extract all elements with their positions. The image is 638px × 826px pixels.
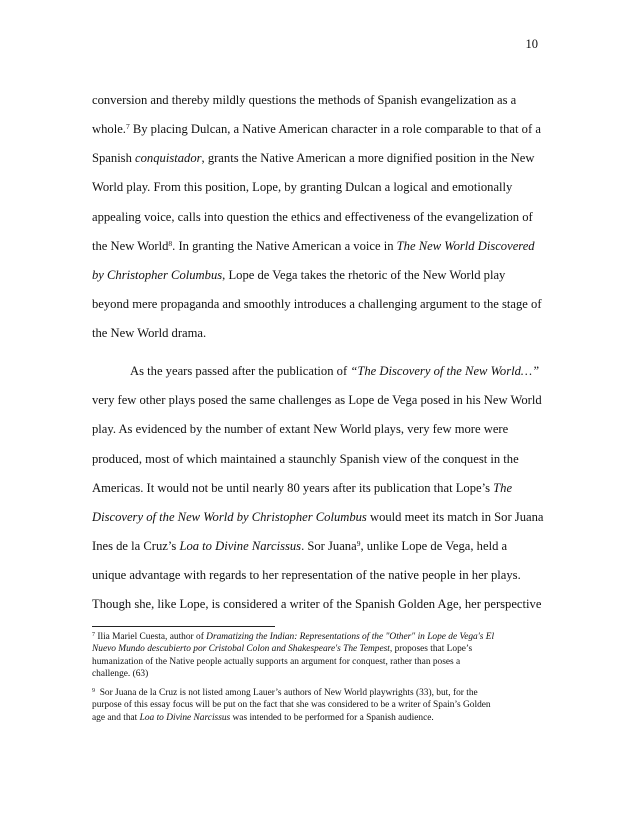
footnotes <box>92 631 548 724</box>
footnote-marker: 9 <box>92 688 95 695</box>
body-line: Though she, like Lope, is considered a writer of the Spanish Golden Age, her perspective <box>92 597 542 612</box>
body-line: very few other plays posed the same challenges as Lope de Vega posed in his New World <box>92 393 542 408</box>
footnote-line: $^9$ Sor Juana de la Cruz is not listed among Lauer’s authors of New World playwrights (33), but, for the <box>92 688 478 699</box>
body-line: whole.$^7$ By placing Dulcan, a Native American character in a role comparable to that of a <box>92 122 541 137</box>
body-line: World play. From this position, Lope, by granting Dulcan a logical and emotionally <box>92 180 513 195</box>
body-line: produced, most of which maintained a staunchly Spanish view of the conquest in the <box>92 451 519 466</box>
body-line: by Christopher Columbus, Lope de Vega takes the rhetoric of the New World play <box>92 267 506 282</box>
footnote-line: humanization of the Native people actually supports an argument for conquest, rather than poses a <box>92 656 461 667</box>
footnote-reference: 8 <box>168 238 173 248</box>
footnote-line: challenge. (63) <box>92 668 149 679</box>
body-line: Americas. It would not be until nearly 80 years after its publication that Lope’s The <box>92 480 513 495</box>
footnote-line: age and that Loa to Divine Narcissus was intended to be performed for a Spanish audience. <box>92 712 434 723</box>
body-line: the New World drama. <box>92 326 207 341</box>
body-line: conversion and thereby mildly questions the methods of Spanish evangelization as a <box>92 93 517 107</box>
body-line: Spanish conquistador, grants the Native American a more dignified position in the New <box>92 151 535 166</box>
body-text <box>92 92 548 625</box>
footnote-marker: 7 <box>92 632 95 638</box>
footnote-reference: 7 <box>125 122 130 132</box>
footnote-line: $^7$ Ilia Mariel Cuesta, author of Dramatizing the Indian: Representations of the "Other" in Lope de Vega's El <box>92 632 495 642</box>
footnote-9 <box>92 687 548 724</box>
body-line: Ines de la Cruz’s Loa to Divine Narcissus. Sor Juana$^9$, unlike Lope de Vega, held a <box>92 538 508 553</box>
body-line: the New World$^8$. In granting the Native American a voice in The New World Discovered <box>92 238 535 253</box>
footnote-separator <box>92 626 275 627</box>
footnote-line: purpose of this essay focus will be put on the fact that she was considered to be a writer of Spain’s Golden <box>92 700 491 711</box>
body-line: Discovery of the New World by Christopher Columbus would meet its match in Sor Juana <box>92 509 544 524</box>
page-number: 10 <box>525 37 538 51</box>
body-line: beyond mere propaganda and smoothly introduces a challenging argument to the stage of <box>92 296 542 311</box>
footnote-reference: 9 <box>356 538 361 548</box>
body-line: unique advantage with regards to her representation of the native people in her plays. <box>92 568 521 583</box>
body-line: appealing voice, calls into question the ethics and effectiveness of the evangelization of <box>92 209 533 224</box>
paragraph-first-line: As the years passed after the publication of “The Discovery of the New World…” <box>130 364 540 379</box>
body-line: play. As evidenced by the number of extant New World plays, very few more were <box>92 422 509 437</box>
footnote-7 <box>92 631 548 680</box>
footnote-line: Nuevo Mundo descubierto por Cristobal Colon and Shakespeare's The Tempest, proposes that Lope’s <box>92 644 473 655</box>
